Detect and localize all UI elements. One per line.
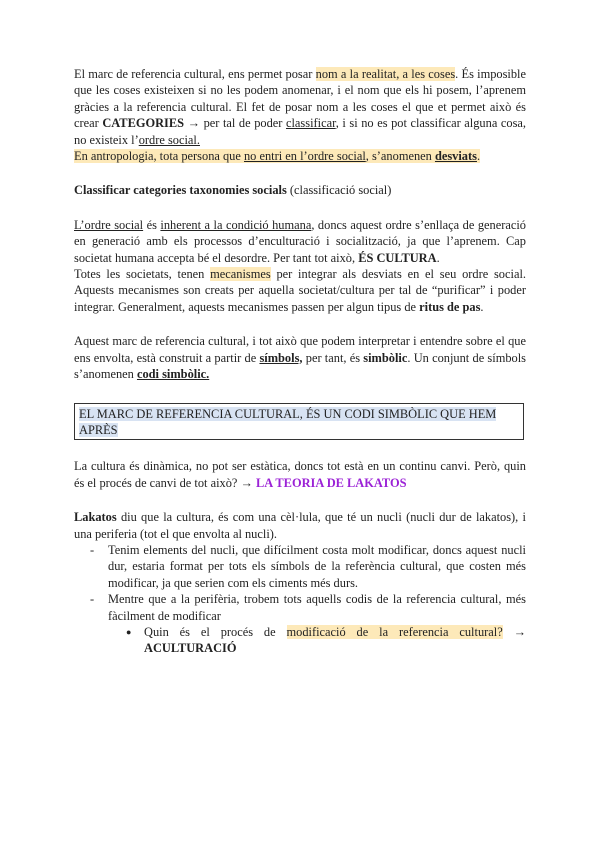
text: , doncs aquest ordre s’enllaça de generació en generació amb els processos d’enculturació i socialització, ja que l’aprenem. Cap societat humana accepta bé el desordre. Per tant tot això, <box>74 217 526 265</box>
highlight-bold-term: desviats <box>434 149 477 164</box>
text: . <box>436 250 440 265</box>
text: per tant, és <box>302 350 364 365</box>
text: . És imposible que les coses existeixen si no les podem anomenar, i el nom que els hi posem, l’aprenem gràcies a la referencia cultural. El fet de posar nom a les coses el que et permet això és crear <box>74 67 527 131</box>
bullet-sublist <box>74 624 526 657</box>
paragraph-classification-heading <box>74 182 526 198</box>
highlight-text: mecanismes <box>210 267 271 282</box>
paragraph-lakatos <box>74 509 526 542</box>
purple-heading-link: LA TEORIA DE LAKATOS <box>256 475 407 490</box>
list-item-text: Tenim elements del nucli, que difícilment costa molt modificar, doncs aquest nucli dur, estaria format per tots els símbols de la referència cultural, que costen més modificar, ja que serien com els ciments més durs. <box>108 542 526 590</box>
text: El marc de referencia cultural, ens permet posar <box>74 67 316 81</box>
document-page <box>74 66 526 657</box>
bold-term: ÉS CULTURA <box>358 250 437 265</box>
sublist-item <box>74 624 526 657</box>
paragraph-dinamica <box>74 458 526 491</box>
underlined-term: inherent a la condició humana <box>160 217 312 232</box>
text: . Un conjunt de símbols s’anomenen <box>74 350 526 382</box>
bold-term: ritus de pas <box>419 299 481 314</box>
bold-heading: Classificar categories taxonomies socials <box>74 183 287 198</box>
bold-term: ACULTURACIÓ <box>144 641 237 656</box>
text: → per tal de poder <box>184 116 286 131</box>
text: Quin és el procés de <box>144 624 287 639</box>
text: és <box>143 217 161 232</box>
text: La cultura és dinàmica, no pot ser estàtica, doncs tot està en un continu canvi. Però, quin és el procés de canvi de tot això? → <box>74 459 526 490</box>
list-item <box>74 542 526 591</box>
bold-term: CATEGORIES <box>102 116 185 131</box>
paragraph-mecanismes <box>74 266 526 315</box>
paragraph-intro <box>74 66 526 148</box>
text: (classificació social) <box>286 183 392 198</box>
paragraph-simbols <box>74 333 526 382</box>
bold-term: Lakatos <box>74 510 117 525</box>
paragraph-desviats <box>74 148 526 164</box>
dash-list <box>74 542 526 657</box>
highlight-text: En antropologia, tota persona que <box>74 149 244 164</box>
text: → <box>502 624 526 639</box>
text: Totes les societats, tenen <box>74 267 211 282</box>
bold-underlined-term: símbols, <box>259 350 303 365</box>
callout-box <box>74 403 524 441</box>
highlight-underlined-text: no entri en l’ordre social <box>243 149 366 164</box>
text: Aquest marc de referencia cultural, i tot això que podem interpretar i entendre sobre el que ens envolta, està construit a partir de <box>74 334 526 365</box>
highlight-text: . <box>476 149 481 164</box>
underlined-term: classificar <box>285 116 336 131</box>
underlined-term: ordre social. <box>138 132 200 147</box>
highlight-text: nom a la realitat, a les coses <box>315 67 456 81</box>
bold-term: simbòlic <box>363 350 408 365</box>
text: diu que la cultura, és com una cèl·lula, que té un nucli (nucli dur de lakatos), i una periferia (tot el que envolta al nucli). <box>74 510 526 541</box>
list-item-text: Mentre que a la perifèria, trobem tots aquells codis de la referencia cultural, més fàcilment de modificar <box>108 592 526 623</box>
list-item <box>74 591 526 657</box>
bold-underlined-term: codi simbòlic. <box>136 367 210 382</box>
highlight-text: , s’anomenen <box>365 149 435 164</box>
highlight-text: modificació de la referencia cultural? <box>286 624 503 639</box>
text: per integrar als desviats en el seu ordre social. Aquests mecanismes son creats per aquella societat/cultura per tal de “purificar” i poder integrar. Generalment, aquests mecanismes passen per algun tipus de <box>74 267 526 314</box>
text: , i si no es pot classificar alguna cosa, no existeix l’ <box>74 116 526 147</box>
paragraph-ordre-social <box>74 217 526 266</box>
text: . <box>480 299 484 314</box>
callout-text: EL MARC DE REFERENCIA CULTURAL, ÉS UN CODI SIMBÒLIC QUE HEM APRÈS <box>79 406 497 437</box>
underlined-term: L’ordre social <box>74 217 144 232</box>
